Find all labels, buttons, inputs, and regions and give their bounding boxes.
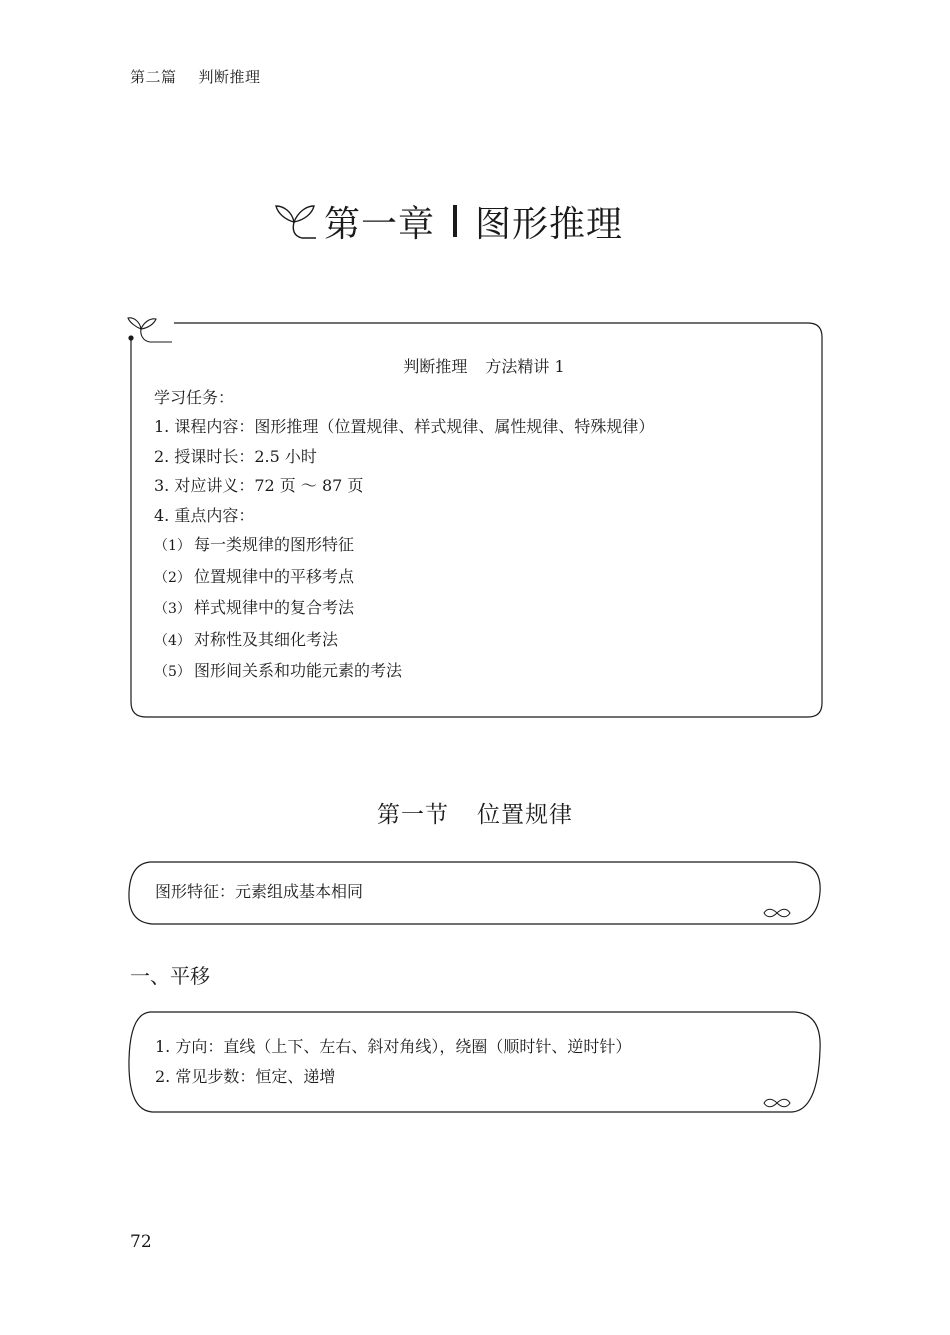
key-point-index: （4） bbox=[154, 632, 191, 649]
section-number: 第一节 bbox=[377, 802, 449, 828]
key-point-item bbox=[154, 656, 814, 688]
running-head-title: 判断推理 bbox=[198, 68, 261, 86]
section-title bbox=[0, 796, 950, 829]
running-head-part: 第二篇 bbox=[130, 68, 177, 86]
feature-box-text: 图形特征：元素组成基本相同 bbox=[155, 882, 364, 901]
section-name: 位置规律 bbox=[477, 802, 573, 828]
task-line: 3. 对应讲义：72 页 ～ 87 页 bbox=[154, 476, 364, 495]
task-title-sub: 方法精讲 1 bbox=[485, 357, 565, 376]
chapter-name: 图形推理 bbox=[475, 203, 624, 245]
page-number: 72 bbox=[130, 1232, 152, 1252]
task-box-title bbox=[154, 352, 814, 382]
subsection-title: 一、平移 bbox=[130, 964, 210, 988]
key-point-index: （2） bbox=[154, 569, 191, 586]
key-point-text: 位置规律中的平移考点 bbox=[194, 566, 355, 586]
key-point-index: （5） bbox=[154, 664, 191, 680]
key-point-text: 每一类规律的图形特征 bbox=[194, 535, 355, 554]
leaf-icon bbox=[764, 1099, 790, 1107]
leaf-icon bbox=[764, 909, 790, 917]
task-box bbox=[154, 352, 814, 688]
task-heading: 学习任务： bbox=[154, 387, 235, 407]
key-point-item bbox=[154, 530, 814, 562]
translation-box bbox=[155, 1032, 631, 1091]
translation-line: 1. 方向：直线（上下、左右、斜对角线），绕圈（顺时针、逆时针） bbox=[155, 1037, 632, 1056]
task-line: 2. 授课时长：2.5 小时 bbox=[154, 446, 317, 466]
key-point-index: （3） bbox=[154, 601, 191, 617]
task-line: 4. 重点内容： bbox=[154, 505, 255, 525]
key-point-index: （1） bbox=[154, 538, 191, 554]
key-point-text: 样式规律中的复合考法 bbox=[194, 598, 355, 617]
key-point-item bbox=[154, 562, 814, 594]
task-title-main: 判断推理 bbox=[403, 357, 468, 376]
task-line: 1. 课程内容：图形推理（位置规律、样式规律、属性规律、特殊规律） bbox=[154, 417, 655, 436]
sprout-icon bbox=[128, 318, 172, 342]
key-point-item bbox=[154, 625, 814, 657]
chapter-number: 第一章 bbox=[324, 203, 436, 245]
key-point-item bbox=[154, 593, 814, 625]
key-point-text: 对称性及其细化考法 bbox=[194, 629, 339, 649]
translation-line: 2. 常见步数：恒定、递增 bbox=[155, 1066, 336, 1086]
key-point-text: 图形间关系和功能元素的考法 bbox=[194, 661, 403, 680]
